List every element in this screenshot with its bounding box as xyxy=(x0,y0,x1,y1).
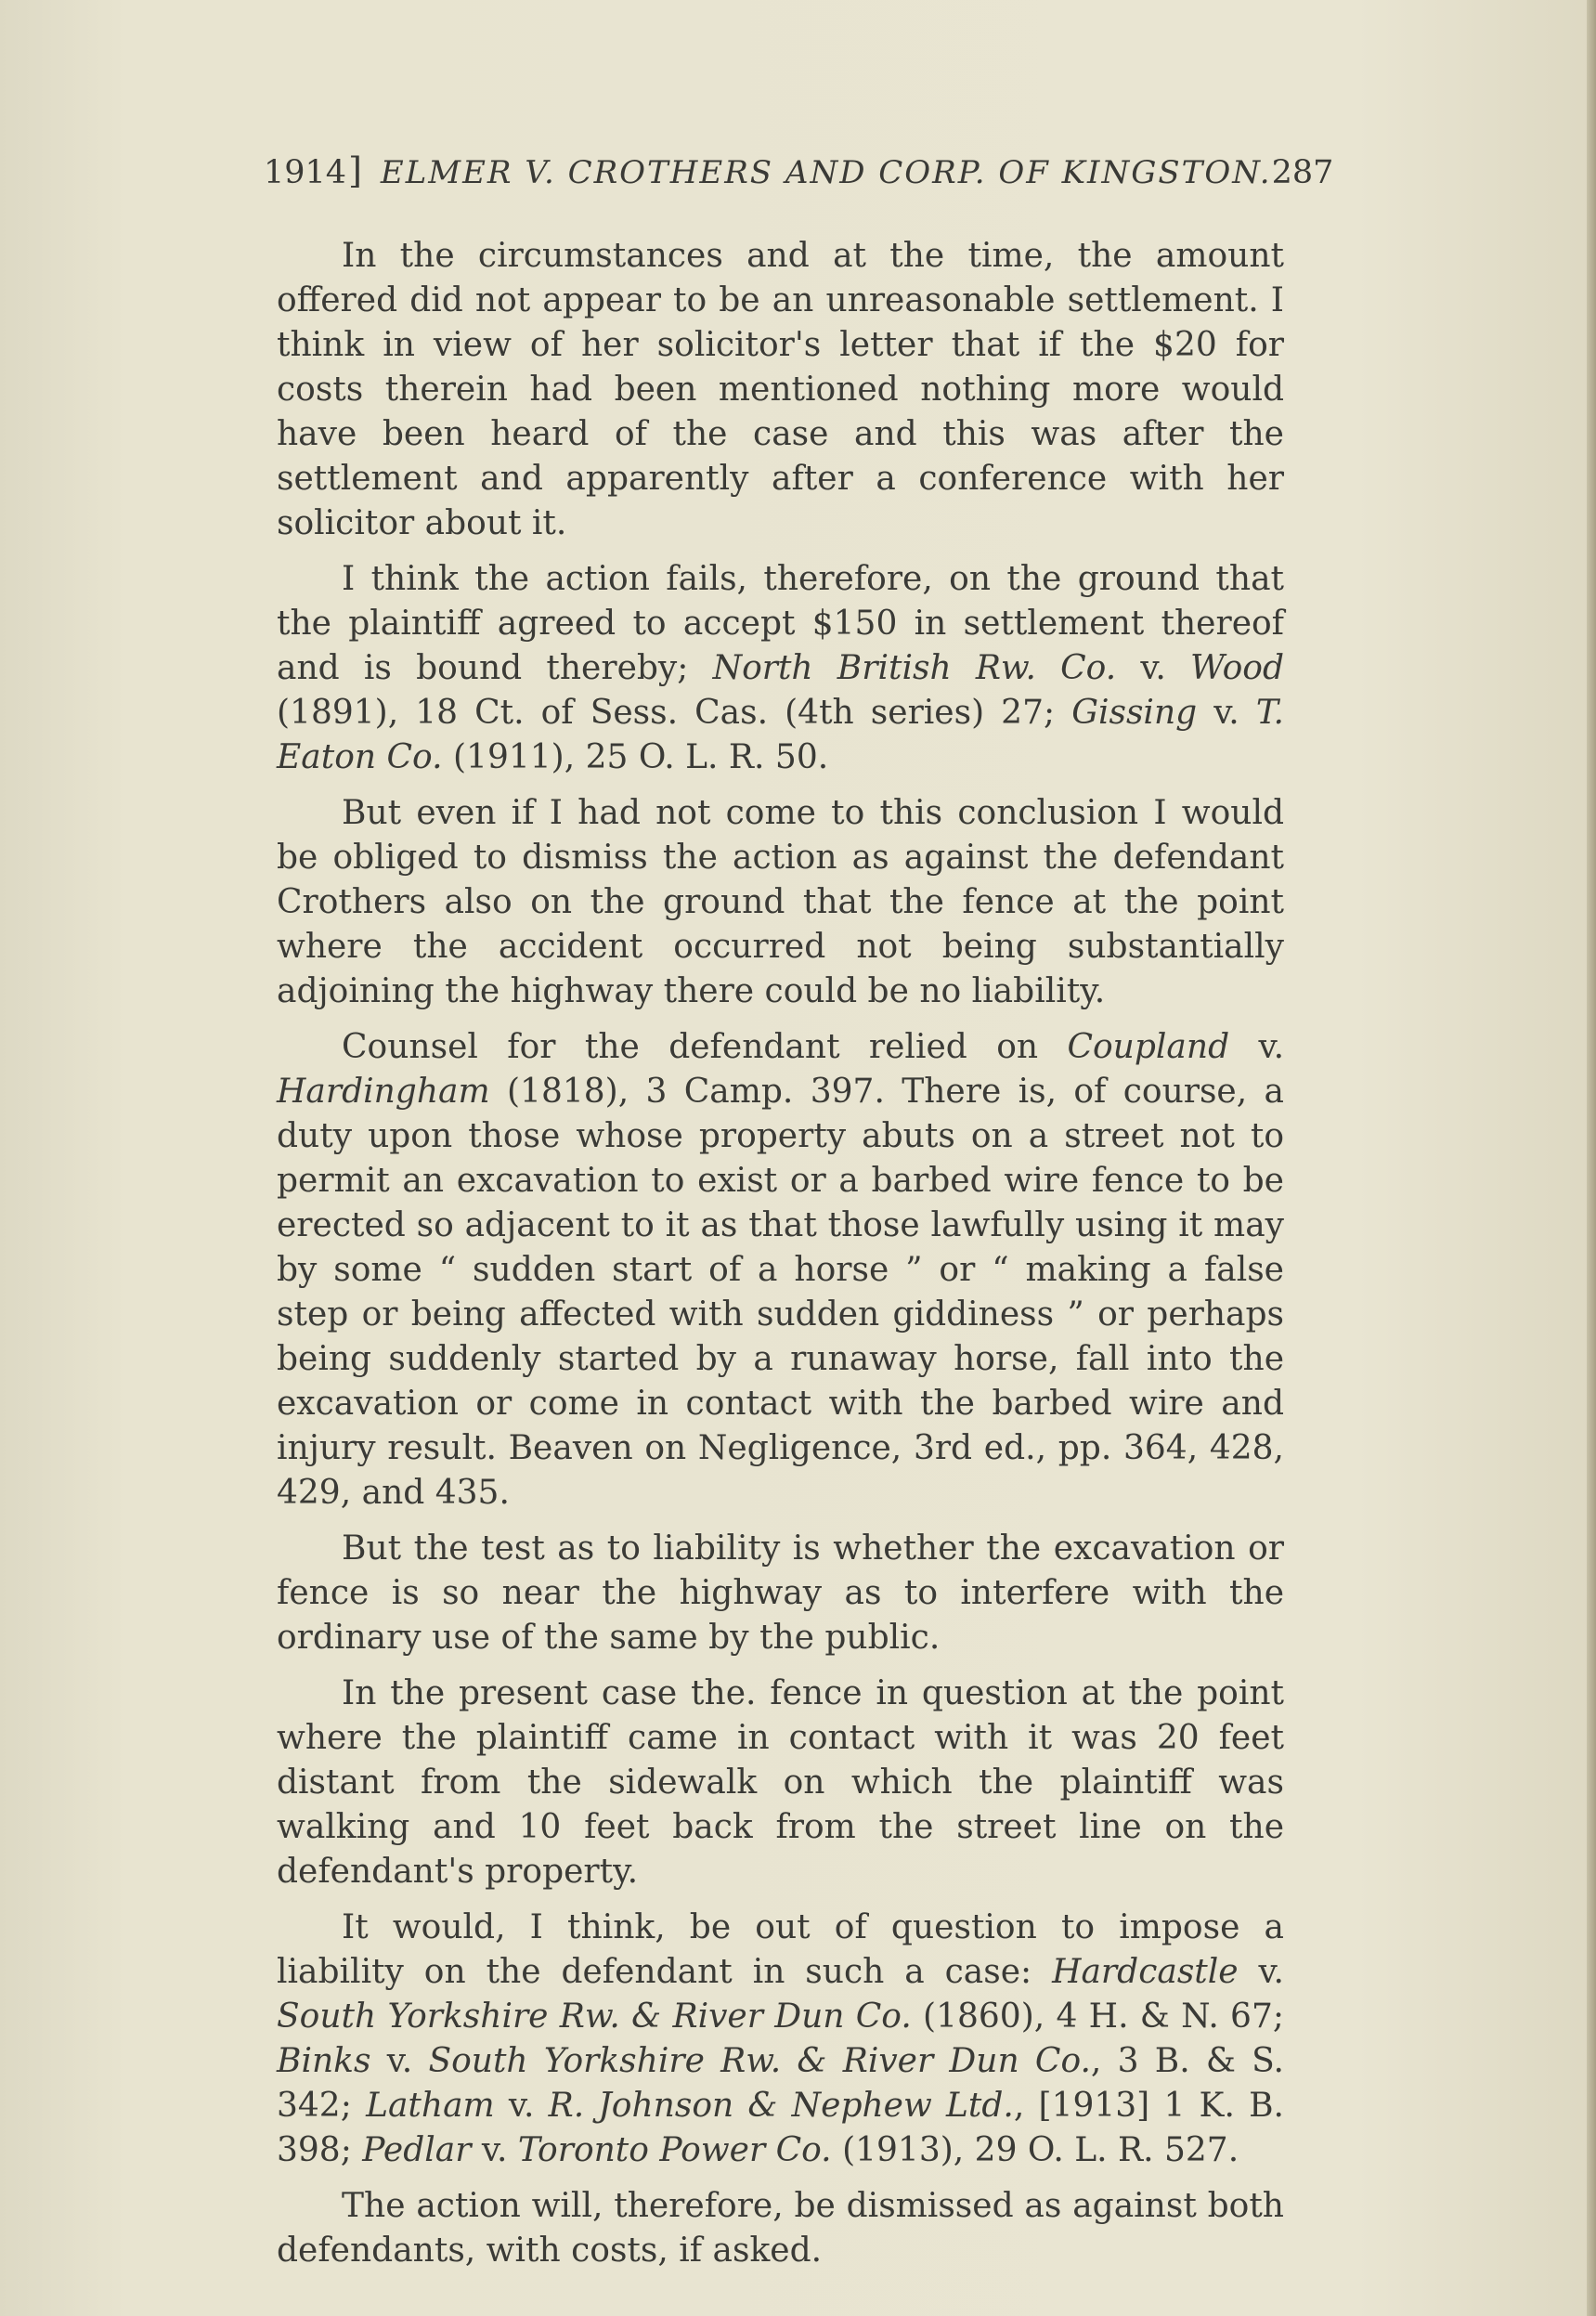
paragraph-5: But the test as to liability is whether the excavation or fence is so near the highway as to interfere with the ordinary use of the same by the public. xyxy=(277,1529,1284,1657)
case-name: Latham xyxy=(366,2087,495,2125)
case-name: Hardingham xyxy=(277,1073,490,1111)
case-name: Toronto Power Co. xyxy=(517,2131,832,2169)
body-text xyxy=(277,234,1284,2284)
paragraph-4: Counsel for the defendant relied on Coupland v. Hardingham (1818), 3 Camp. 397. There is, of course, a duty upon those whose property abuts on a street not to permit an excavation to exist or a barbed wire fence to be erected so adjacent to it as that those lawfully using it may by some “ sudden start of a horse ” or “ making a false step or being affected with sudden giddiness ” or perhaps being suddenly started by a runaway horse, fall into the excavation or come in contact with the barbed wire and injury result. Beaven on Negligence, 3rd ed., pp. 364, 428, 429, and 435. xyxy=(277,1028,1285,1512)
page-number: 287 xyxy=(1271,154,1334,191)
page-edge xyxy=(1587,0,1596,2316)
paragraph-3: But even if I had not come to this conclusion I would be obliged to dismiss the action as against the defendant Crothers also on the ground that the fence at the point where the accident occurred not being substantially adjoining the highway there could be no liability. xyxy=(277,794,1284,1010)
paragraph-7: It would, I think, be out of question to impose a liability on the defendant in such a case: Hardcastle v. South Yorkshire Rw. & River Dun Co. (1860), 4 H. & N. 67; Binks v. South Yorkshire Rw. & River Dun Co., 3 B. & S. 342; Latham v. R. Johnson & Nephew Ltd., [1913] 1 K. B. 398; Pedlar v. Toronto Power Co. (1913), 29 O. L. R. 527. xyxy=(277,1908,1285,2169)
case-name: North British Rw. Co. xyxy=(712,649,1117,687)
case-name: Gissing xyxy=(1071,694,1198,732)
header-year: 1914] xyxy=(264,150,362,191)
case-name: Pedlar xyxy=(362,2131,472,2169)
header-case-title: ELMER V. CROTHERS AND CORP. OF KINGSTON. xyxy=(380,154,1272,191)
paragraph-1: In the circumstances and at the time, the amount offered did not appear to be an unreasonable settlement. I think in view of her solicitor's letter that if the $20 for costs therein had been mentioned nothing more would have been heard of the case and this was after the settlement and apparently after a conference with her solicitor about it. xyxy=(277,237,1284,542)
case-name: South Yorkshire Rw. & River Dun Co. xyxy=(277,1997,912,2036)
case-name: T. Eaton Co. xyxy=(277,694,1284,776)
paragraph-2: I think the action fails, therefore, on the ground that the plaintiff agreed to accept $150 in settlement thereof and is bound thereby; North British Rw. Co. v. Wood (1891), 18 Ct. of Sess. Cas. (4th series) 27; Gissing v. T. Eaton Co. (1911), 25 O. L. R. 50. xyxy=(277,560,1284,776)
case-name: Coupland xyxy=(1067,1028,1230,1066)
paragraph-8: The action will, therefore, be dismissed as against both defendants, with costs, if asked. xyxy=(277,2187,1284,2270)
case-name: R. Johnson & Nephew Ltd. xyxy=(548,2087,1014,2125)
running-header xyxy=(264,150,1334,191)
paragraph-6: In the present case the. fence in question at the point where the plaintiff came in contact with it was 20 feet distant from the sidewalk on which the plaintiff was walking and 10 feet back from the street line on the defendant's property. xyxy=(277,1674,1284,1891)
case-name: South Yorkshire Rw. & River Dun Co. xyxy=(428,2042,1091,2080)
case-name: Wood xyxy=(1190,649,1284,687)
case-name: Hardcastle xyxy=(1052,1953,1239,1991)
case-name: Binks xyxy=(277,2042,371,2080)
